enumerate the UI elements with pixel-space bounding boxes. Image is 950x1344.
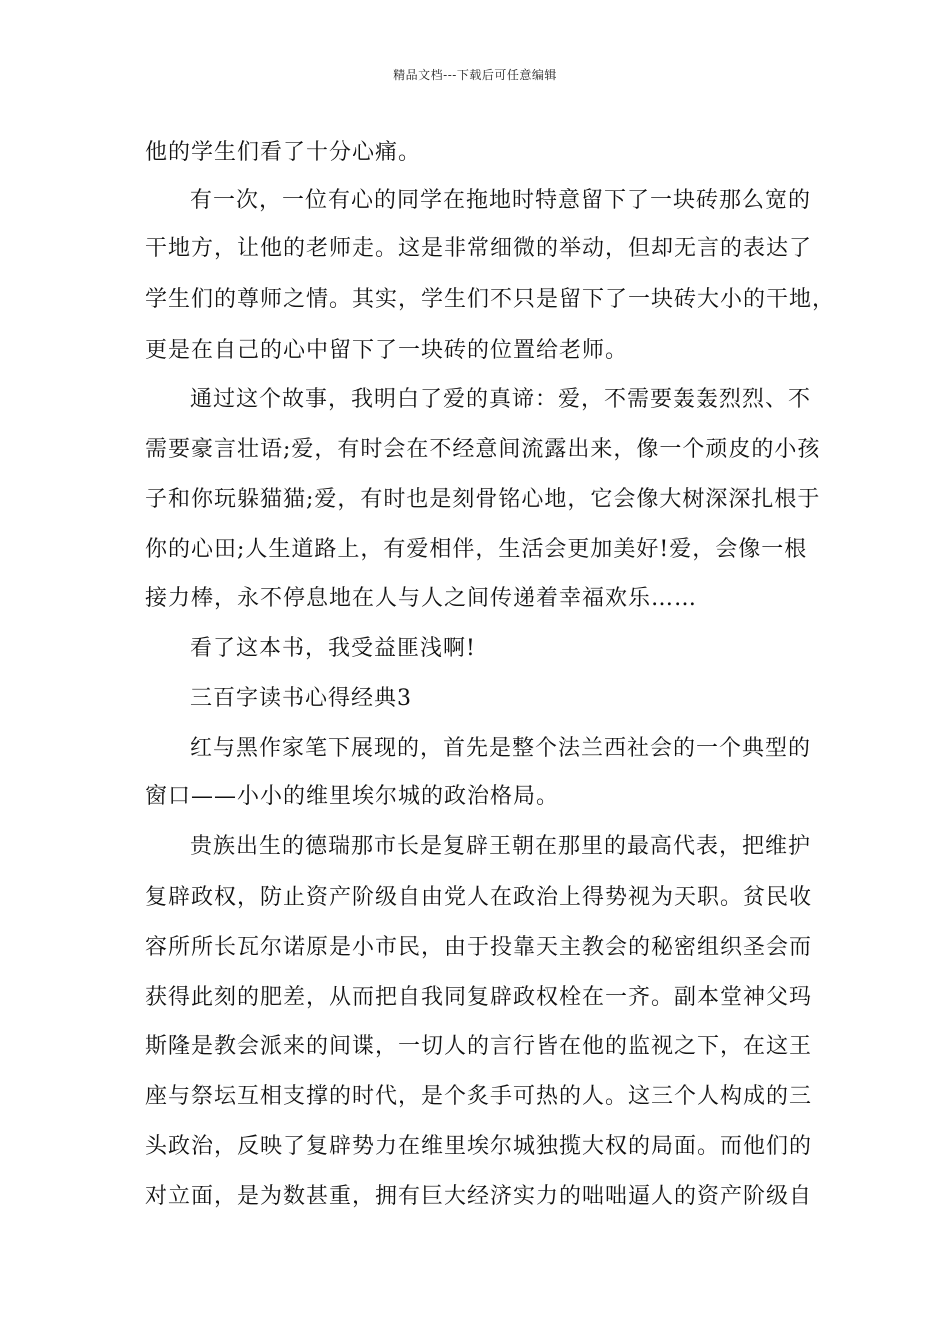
text-line: 你的心田;人生道路上，有爱相伴，生活会更加美好!爱，会像一根	[145, 537, 808, 562]
text-line: 子和你玩躲猫猫;爱，有时也是刻骨铭心地，它会像大树深深扎根于	[145, 487, 821, 512]
text-line: 看了这本书，我受益匪浅啊!	[190, 636, 476, 661]
text-line: 头政治，反映了复辟势力在维里埃尔城独揽大权的局面。而他们的	[145, 1134, 813, 1159]
text-line: 干地方，让他的老师走。这是非常细微的举动，但却无言的表达了	[145, 236, 813, 261]
text-line: 需要豪言壮语;爱，有时会在不经意间流露出来，像一个顽皮的小孩	[145, 437, 821, 462]
text-line: 红与黑作家笔下展现的，首先是整个法兰西社会的一个典型的	[190, 736, 812, 761]
text-line: 容所所长瓦尔诺原是小市民，由于投靠天主教会的秘密组织圣会而	[145, 935, 813, 960]
text-line: 通过这个故事，我明白了爱的真谛：爱，不需要轰轰烈烈、不	[190, 387, 812, 412]
text-line: 对立面，是为数甚重，拥有巨大经济实力的咄咄逼人的资产阶级自	[145, 1184, 813, 1209]
text-line: 有一次，一位有心的同学在拖地时特意留下了一块砖那么宽的	[190, 188, 812, 213]
text-line: 接力棒，永不停息地在人与人之间传递着幸福欢乐……	[145, 586, 698, 611]
text-line: 窗口——小小的维里埃尔城的政治格局。	[145, 784, 560, 809]
section-heading: 三百字读书心得经典3	[190, 686, 412, 711]
text-line: 贵族出生的德瑞那市长是复辟王朝在那里的最高代表，把维护	[190, 834, 812, 859]
text-line: 斯隆是教会派来的间谍，一切人的言行皆在他的监视之下，在这王	[145, 1034, 813, 1059]
page-header: 精品文档---下载后可任意编辑	[393, 68, 557, 82]
text-line: 他的学生们看了十分心痛。	[145, 140, 422, 165]
text-line: 获得此刻的肥差，从而把自我同复辟政权栓在一齐。副本堂神父玛	[145, 985, 813, 1010]
text-line: 学生们的尊师之情。其实，学生们不只是留下了一块砖大小的干地，	[145, 287, 836, 312]
text-line: 复辟政权，防止资产阶级自由党人在政治上得势视为天职。贫民收	[145, 885, 813, 910]
text-line: 座与祭坛互相支撑的时代，是个炙手可热的人。这三个人构成的三	[145, 1084, 813, 1109]
text-line: 更是在自己的心中留下了一块砖的位置给老师。	[145, 338, 629, 363]
